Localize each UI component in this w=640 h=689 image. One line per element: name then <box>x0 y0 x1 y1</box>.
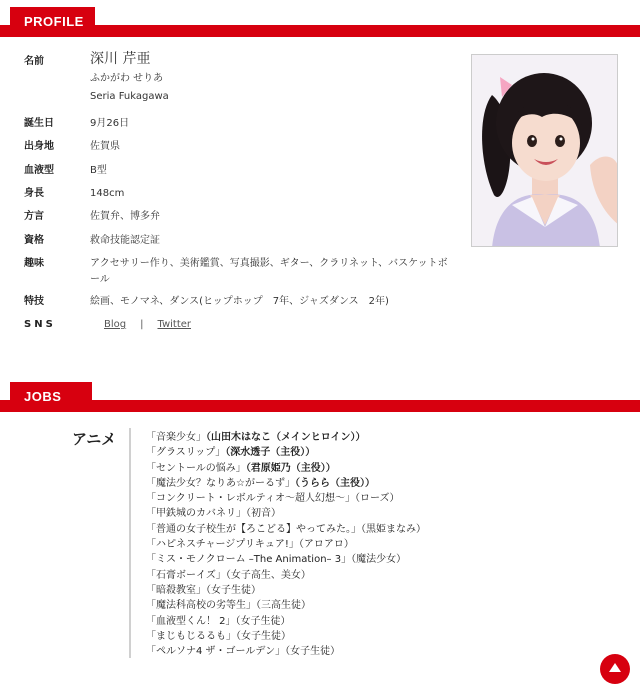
skills-value: 絵画、モノマネ、ダンス(ヒップホップ 7年、ジャズダンス 2年) <box>90 296 389 307</box>
job-role: （三高生徒） <box>256 600 311 612</box>
height-value: 148cm <box>90 188 125 199</box>
sns-label: SNS <box>24 319 56 330</box>
job-item <box>146 430 606 445</box>
job-item <box>146 614 606 629</box>
qualification-label: 資格 <box>24 235 44 246</box>
job-title: 「魔法少女？なりあ☆がーるず」 <box>146 477 295 489</box>
job-item <box>146 476 606 491</box>
jobs-list <box>146 430 606 659</box>
hobby-value: アクセサリー作り、美術鑑賞、写真撮影、ギター、クラリネット、バスケットボール <box>90 258 448 285</box>
name-value <box>90 50 450 105</box>
jobs-category-anime: アニメ <box>72 430 117 448</box>
hobby-label: 趣味 <box>24 258 44 269</box>
job-role: （女子生徒） <box>285 646 341 658</box>
job-role: （アロアロ） <box>298 539 354 551</box>
birthplace-value: 佐賀県 <box>90 141 120 152</box>
job-role: （ローズ） <box>355 493 400 505</box>
profile-photo <box>471 54 618 247</box>
job-role: （魔法少女） <box>351 554 407 566</box>
job-title: 「甲鉄城のカバネリ」 <box>146 508 246 520</box>
jobs-divider <box>129 428 131 658</box>
name-kanji: 深川 芹亜 <box>90 51 151 67</box>
profile-photo-image <box>472 55 618 247</box>
name-kana: ふかがわ せりあ <box>90 73 164 84</box>
twitter-link[interactable]: Twitter <box>157 319 191 330</box>
job-role: （黒姫まなみ） <box>361 523 426 535</box>
job-item <box>146 506 606 521</box>
birthday-label: 誕生日 <box>24 118 54 129</box>
job-title: 「グラスリップ」 <box>146 447 226 459</box>
birthday-value: 9月26日 <box>90 118 130 129</box>
job-role: （女子高生、美女） <box>225 569 311 581</box>
job-role: （君原姫乃（主役）） <box>245 462 336 474</box>
header-bar <box>0 400 640 412</box>
job-role: （初音） <box>246 508 281 520</box>
job-title: 「ペルソナ4 ザ・ゴールデン」 <box>146 646 286 658</box>
job-item <box>146 583 606 598</box>
back-to-top-button[interactable] <box>600 654 630 684</box>
job-title: 「コンクリート・レボルティオ～超人幻想～」 <box>146 493 355 505</box>
name-romaji: Seria Fukagawa <box>90 91 169 102</box>
name-label: 名前 <box>24 56 44 67</box>
job-title: 「魔法科高校の劣等生」 <box>146 600 256 612</box>
job-role: （深水透子（主役）） <box>225 447 316 459</box>
job-item <box>146 552 606 567</box>
job-item <box>146 644 606 659</box>
job-title: 「血液型くん！ 2」 <box>146 615 236 627</box>
job-role: （女子生徒） <box>235 615 291 627</box>
job-item <box>146 445 606 460</box>
blood-type-label: 血液型 <box>24 165 54 176</box>
height-label: 身長 <box>24 188 44 199</box>
blog-link[interactable]: Blog <box>104 319 127 330</box>
job-item <box>146 598 606 613</box>
sns-links <box>104 317 464 333</box>
job-role: （女子生徒） <box>206 584 261 596</box>
job-item <box>146 461 606 476</box>
skills-label: 特技 <box>24 296 44 307</box>
job-title: 「石膏ボーイズ」 <box>146 569 226 581</box>
job-role: （山田木はなこ（メインヒロイン）） <box>206 432 366 443</box>
job-item <box>146 491 606 506</box>
blood-type-value: B型 <box>90 165 107 176</box>
job-title: 「ミス・モノクローム –The Animation– 3」 <box>146 554 352 566</box>
dialect-value: 佐賀弁、博多弁 <box>90 211 160 222</box>
header-bar <box>0 25 640 37</box>
job-item <box>146 629 606 644</box>
sns-separator: | <box>140 319 144 330</box>
birthplace-label: 出身地 <box>24 141 54 152</box>
job-title: 「セントールの悩み」 <box>146 462 246 474</box>
job-title: 「音楽少女」 <box>146 432 206 443</box>
job-item <box>146 537 606 552</box>
jobs-section-header <box>0 382 640 412</box>
jobs-header-tab: JOBS <box>10 382 92 412</box>
job-title: 「ハピネスチャージプリキュア!」 <box>146 539 299 551</box>
job-role: （女子生徒） <box>236 630 291 642</box>
job-title: 「まじもじるるも」 <box>146 630 236 642</box>
job-item <box>146 522 606 537</box>
profile-header-tab: PROFILE <box>10 7 95 37</box>
job-title: 「暗殺教室」 <box>146 584 206 596</box>
job-role: （うらら（主役）） <box>294 477 375 489</box>
profile-section-header <box>0 7 640 37</box>
job-item <box>146 568 606 583</box>
dialect-label: 方言 <box>24 211 44 222</box>
job-title: 「普通の女子校生が【ろこどる】やってみた。」 <box>146 523 361 535</box>
qualification-value: 救命技能認定証 <box>90 235 160 246</box>
